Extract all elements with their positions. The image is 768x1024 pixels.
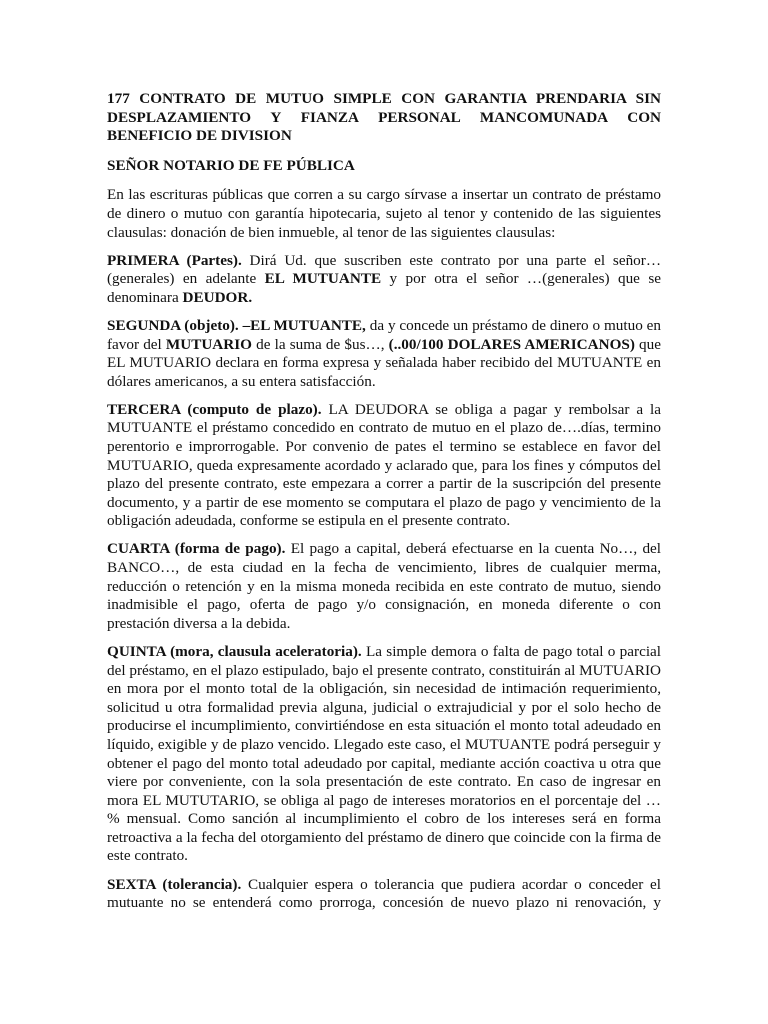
clause-quinta-label: QUINTA (mora, clausula aceleratoria). bbox=[107, 642, 362, 660]
clause-primera-text-2: y por otra el señor …(generales) que se denominara bbox=[107, 270, 661, 306]
clause-tercera-text: LA DEUDORA se obliga a pagar y rembolsar a la MUTUANTE el préstamo concedido en contrato de mutuo en el plazo de….días, termino perentorio e improrrogable. Por convenio de pates el termino se establece en favor del MUTUARIO, queda expresamente acordado y aclarado que, para los fines y cómputos del plazo del presente contrato, este empezara a correr a partir de la suscripción del presente documento, y a partir de ese momento se computara el plazo de pago y vencimiento de la obligación adeudada, conforme se estipula en el presente contrato. bbox=[107, 400, 661, 530]
clause-cuarta-label: CUARTA (forma de pago). bbox=[107, 540, 286, 558]
document-title: 177 CONTRATO DE MUTUO SIMPLE CON GARANTIA PRENDARIA SIN DESPLAZAMIENTO Y FIANZA PERSONAL MANCOMUNADA CON BENEFICIO DE DIVISION bbox=[107, 90, 661, 145]
clause-tercera bbox=[107, 401, 661, 531]
clause-tercera-label: TERCERA (computo de plazo). bbox=[107, 400, 322, 418]
clause-quinta bbox=[107, 643, 661, 866]
document-heading: SEÑOR NOTARIO DE FE PÚBLICA bbox=[107, 156, 355, 174]
clause-segunda-text-1: da y concede un préstamo de dinero o mutuo en favor del bbox=[107, 316, 661, 353]
clause-primera-bold-1: EL MUTUANTE bbox=[264, 270, 382, 288]
clause-quinta-text: La simple demora o falta de pago total o parcial del préstamo, en el plazo estipulado, bajo el presente contrato, constituirán al MUTUARIO en mora por el monto total de la obligación, sin necesidad de intimación requerimiento, solicitud u otra formalidad previa alguna, judicial o extrajudicial y por el solo hecho de producirse el incumplimiento, convirtiéndose en esta situación el monto total adeudado en líquido, exigible y de plazo vencido. Llegado este caso, el MUTUANTE podrá perseguir y obtener el pago del monto total adeudado por capital, mediante acción coactiva u otra que viere por conveniente, con la sola presentación de este contrato. En caso de ingresar en mora EL MUTUTARIO, se obliga al pago de intereses moratorios en el porcentaje del …% mensual. Como sanción al incumplimiento el cobro de los intereses será en forma retroactiva a la fecha del otorgamiento del préstamo de dinero que coincide con la firma de este contrato. bbox=[107, 642, 661, 865]
clause-segunda bbox=[107, 317, 661, 391]
clause-segunda-bold-1: MUTUARIO bbox=[165, 335, 252, 353]
clause-sexta-text: Cualquier espera o tolerancia que pudiera acordar o conceder el mutuante no se entenderá como prorroga, concesión de nuevo plazo ni renovación, y bbox=[107, 875, 661, 912]
clause-primera bbox=[107, 252, 661, 308]
clause-segunda-text-2: de la suma de $us…, bbox=[251, 335, 389, 353]
clause-cuarta-text: El pago a capital, deberá efectuarse en la cuenta No…, del BANCO…, de esta ciudad en la fecha de vencimiento, libres de cualquier merma, reducción o retención y en la misma moneda recibida en este contrato de mutuo, siendo inadmisible el pago, oferta de pago y/o consignación, en moneda diferente o con prestación diversa a la debida. bbox=[107, 540, 661, 632]
clause-primera-bold-2: DEUDOR. bbox=[182, 288, 253, 306]
clause-segunda-text-3: que EL MUTUARIO declara en forma expresa y señalada haber recibido del MUTUANTE en dólares americanos, a su entera satisfacción. bbox=[107, 335, 661, 390]
clause-segunda-label: SEGUNDA (objeto). –EL MUTUANTE, bbox=[107, 316, 366, 334]
clause-sexta-label: SEXTA (tolerancia). bbox=[107, 875, 242, 893]
clause-segunda-bold-2: (..00/100 DOLARES AMERICANOS) bbox=[388, 335, 635, 353]
clause-cuarta bbox=[107, 540, 661, 633]
intro-paragraph: En las escrituras públicas que corren a su cargo sírvase a insertar un contrato de préstamo de dinero o mutuo con garantía hipotecaria, sujeto al tenor y contenido de las siguientes clausulas: donación de bien inmueble, al tenor de las siguientes clausulas: bbox=[107, 186, 661, 241]
clause-primera-label: PRIMERA (Partes). bbox=[107, 251, 242, 269]
clause-sexta bbox=[107, 876, 661, 913]
clause-primera-text-1: Dirá Ud. que suscriben este contrato por una parte el señor…(generales) en adelante bbox=[107, 251, 662, 288]
